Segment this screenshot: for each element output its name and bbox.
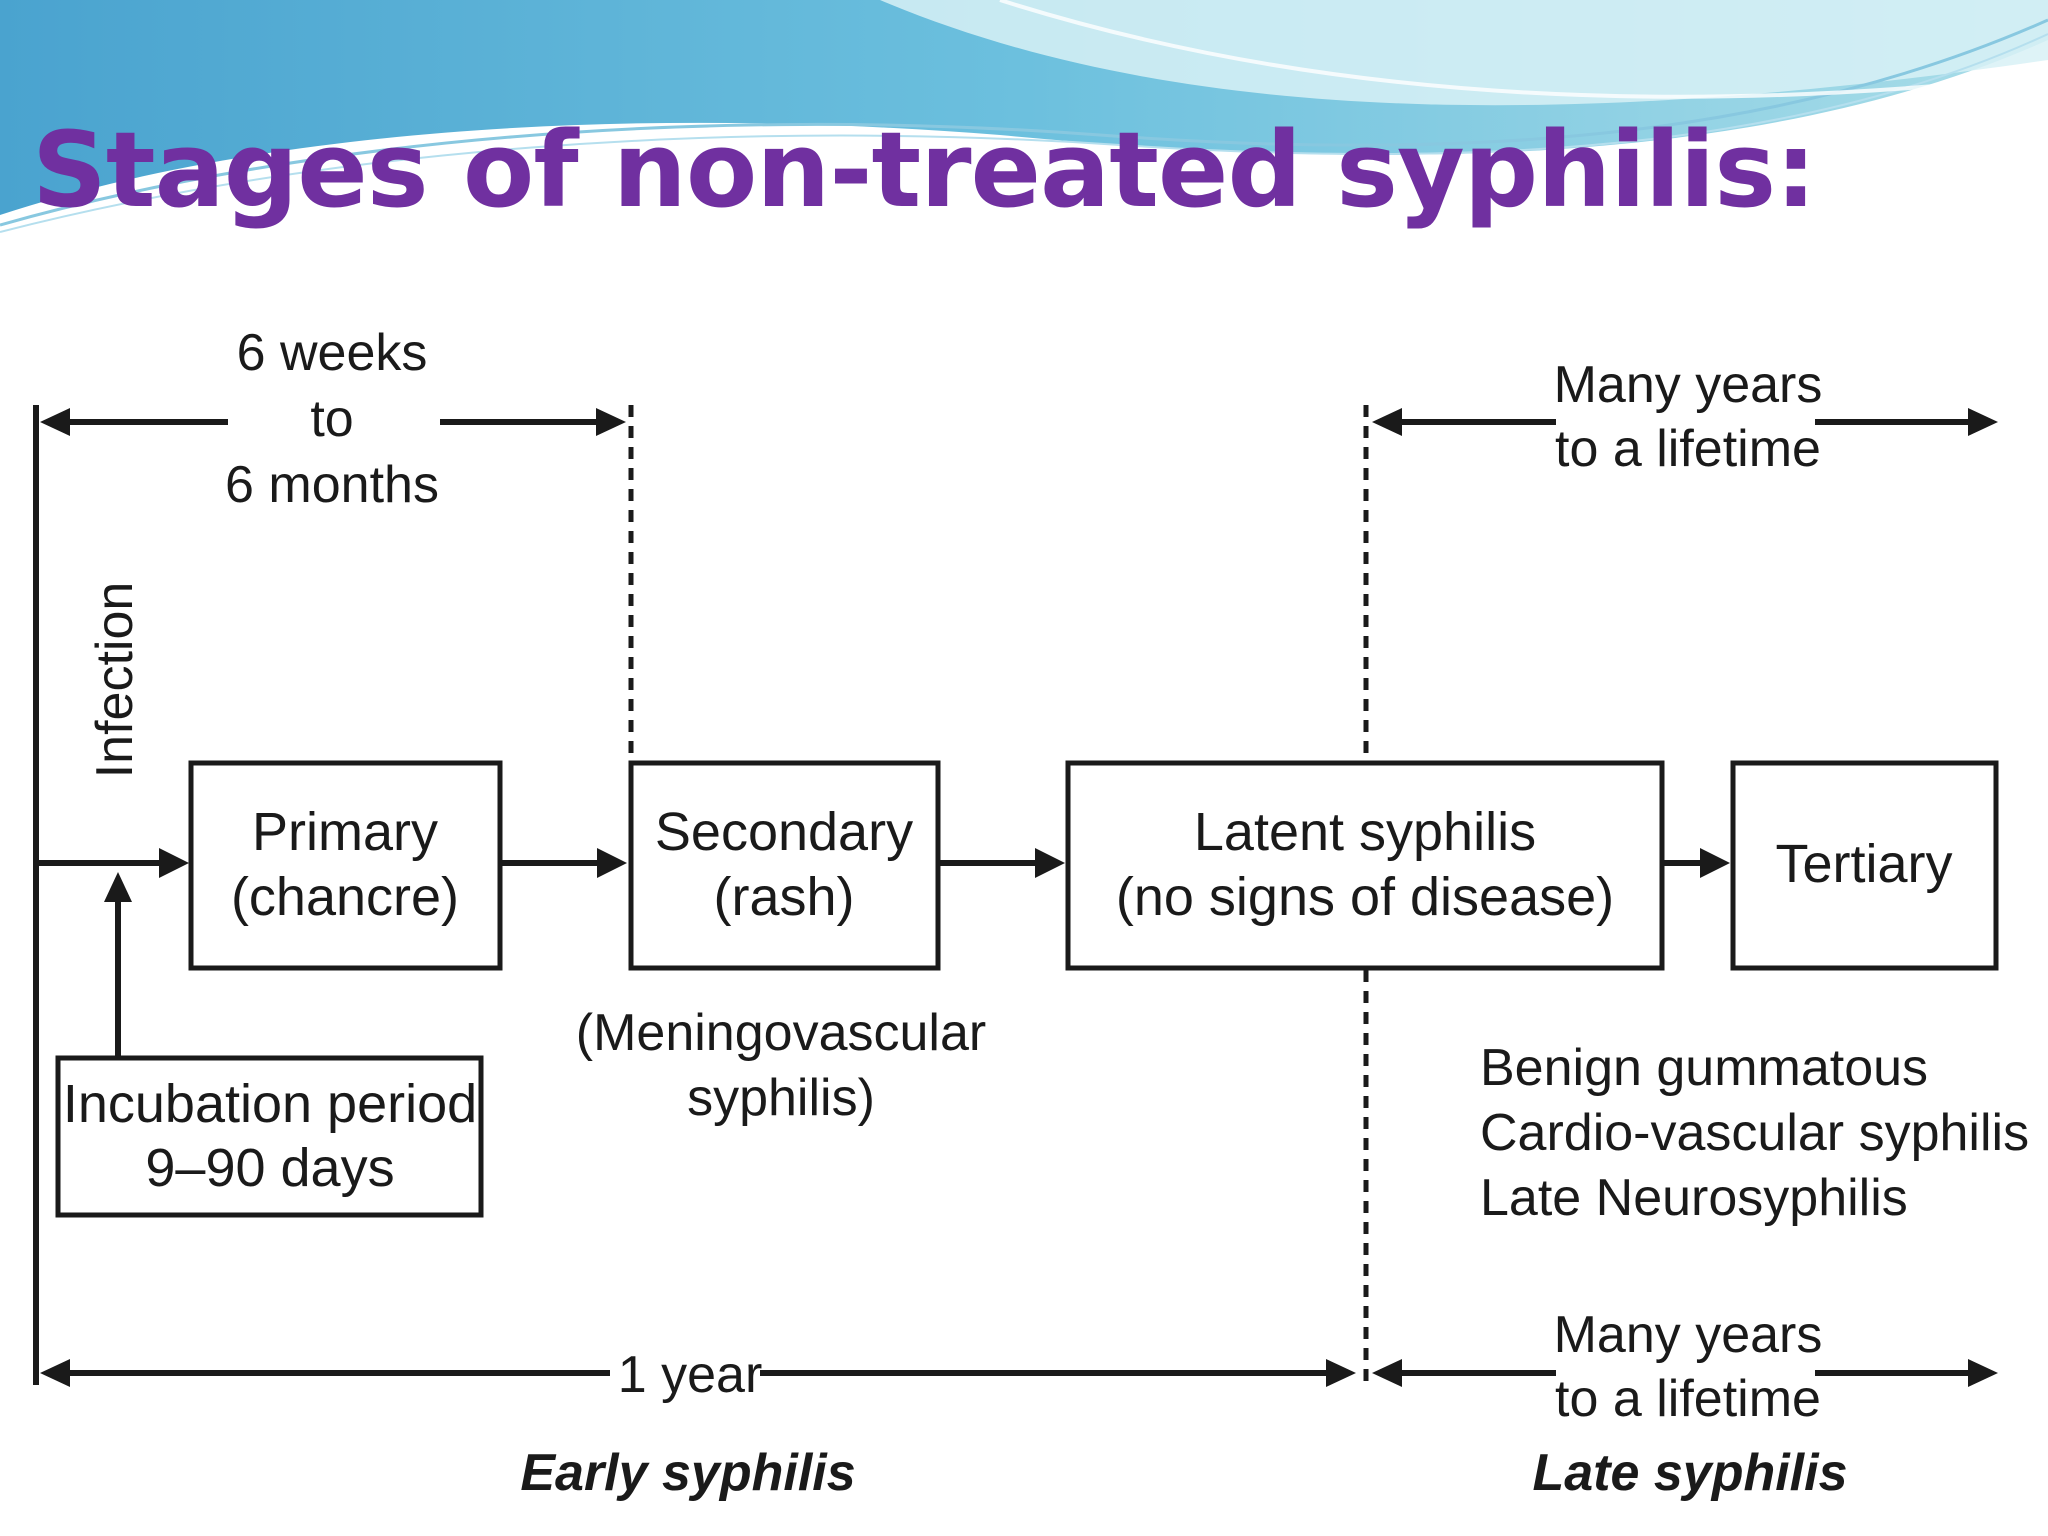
span-label-to: to [310, 390, 354, 448]
arrow-head [1700, 848, 1730, 878]
infection-label: Infection [86, 581, 144, 779]
tertiary-note-cardiovascular: Cardio-vascular syphilis [1480, 1104, 2030, 1162]
secondary-stage-box [631, 763, 938, 968]
span-label-lifetime-late: to a lifetime [1555, 1370, 1821, 1428]
secondary-stage-title: Secondary [654, 802, 914, 862]
latent-stage-title: Latent syphilis [1193, 802, 1537, 862]
arrow-head [159, 848, 189, 878]
slide-title: Stages of non-treated syphilis: [32, 109, 1816, 231]
arrow-head [40, 408, 70, 436]
span-label-6-weeks: 6 weeks [236, 324, 428, 382]
span-label-lifetime: to a lifetime [1555, 420, 1821, 478]
primary-stage-subtitle: (chancre) [230, 867, 460, 927]
tertiary-note-gummatous: Benign gummatous [1480, 1039, 1929, 1097]
arrow-head [104, 872, 132, 902]
latent-stage-subtitle: (no signs of disease) [1115, 867, 1615, 927]
arrow-head [1326, 1359, 1356, 1387]
meningovascular-note-line1: (Meningovascular [575, 1004, 987, 1062]
primary-stage-title: Primary [252, 802, 438, 862]
meningovascular-note-line2: syphilis) [687, 1069, 875, 1127]
early-syphilis-label: Early syphilis [520, 1444, 856, 1502]
arrow-head [1372, 1359, 1402, 1387]
late-syphilis-label: Late syphilis [1532, 1444, 1848, 1502]
arrow-head [1035, 848, 1065, 878]
tertiary-stage-title: Tertiary [1775, 834, 1953, 894]
span-label-6-months: 6 months [225, 456, 439, 514]
arrow-head [596, 408, 626, 436]
span-label-many-years: Many years [1553, 356, 1823, 414]
arrow-head [597, 848, 627, 878]
incubation-period-days: 9–90 days [145, 1138, 395, 1198]
arrow-head [1968, 1359, 1998, 1387]
tertiary-note-neurosyphilis: Late Neurosyphilis [1480, 1169, 1908, 1227]
incubation-period-title: Incubation period [62, 1074, 478, 1134]
span-label-many-years-late: Many years [1553, 1306, 1823, 1364]
arrow-head [1968, 408, 1998, 436]
latent-stage-box [1068, 763, 1662, 968]
arrow-head [40, 1359, 70, 1387]
primary-stage-box [191, 763, 500, 968]
secondary-stage-subtitle: (rash) [713, 867, 855, 927]
span-label-1-year: 1 year [617, 1346, 763, 1404]
arrow-head [1372, 408, 1402, 436]
